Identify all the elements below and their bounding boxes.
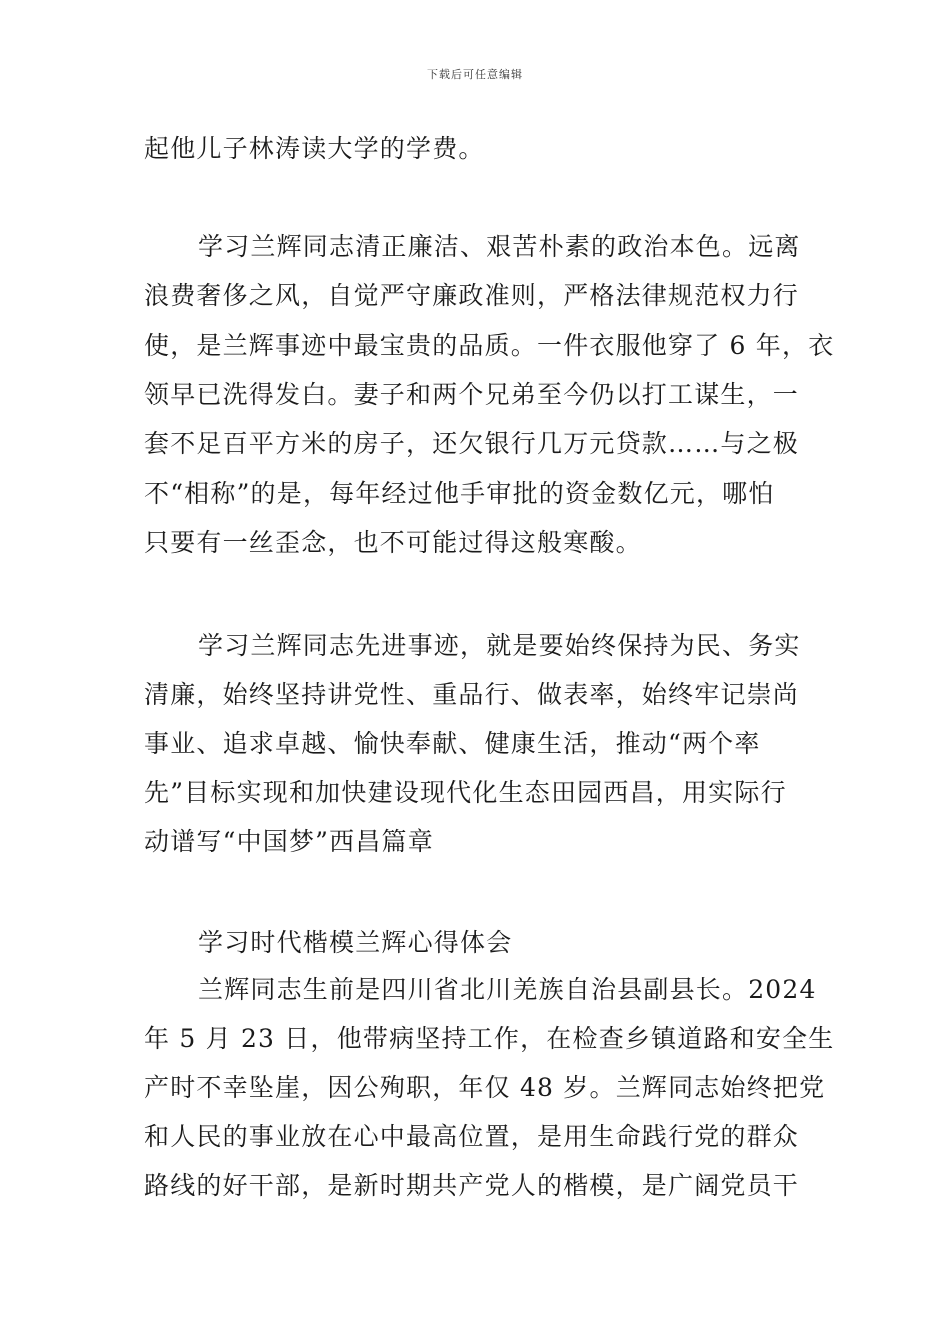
- text-line: 动谱写“中国梦”西昌篇章: [144, 827, 434, 856]
- text-line: 使，是兰辉事迹中最宝贵的品质。一件衣服他穿了 6 年，衣: [144, 331, 835, 360]
- text-line: 套不足百平方米的房子，还欠银行几万元贷款……与之极: [144, 429, 800, 458]
- text-line: 事业、追求卓越、愉快奉献、健康生活，推动“两个率: [144, 729, 761, 758]
- text-line: 产时不幸坠崖，因公殉职，年仅 48 岁。兰辉同志始终把党: [144, 1073, 826, 1102]
- text-line: 先”目标实现和加快建设现代化生态田园西昌，用实际行: [144, 778, 787, 807]
- text-line: 领早已洗得发白。妻子和两个兄弟至今仍以打工谋生，一: [144, 380, 800, 409]
- text-line: 学习兰辉同志清正廉洁、艰苦朴素的政治本色。远离: [198, 232, 801, 261]
- text-line: 年 5 月 23 日，他带病坚持工作，在检查乡镇道路和安全生: [144, 1024, 835, 1053]
- text-line: 和人民的事业放在心中最高位置，是用生命践行党的群众: [144, 1122, 800, 1151]
- text-line: 兰辉同志生前是四川省北川羌族自治县副县长。2024: [198, 975, 817, 1004]
- text-line: 不“相称”的是，每年经过他手审批的资金数亿元，哪怕: [144, 479, 775, 508]
- text-line: 清廉，始终坚持讲党性、重品行、做表率，始终牢记崇尚: [144, 680, 800, 709]
- text-line: 只要有一丝歪念，也不可能过得这般寒酸。: [144, 528, 642, 557]
- section-title: 学习时代楷模兰辉心得体会: [198, 928, 513, 957]
- text-line: 浪费奢侈之风，自觉严守廉政准则，严格法律规范权力行: [144, 281, 800, 310]
- page-header: 下载后可任意编辑: [427, 68, 523, 81]
- text-line: 路线的好干部，是新时期共产党人的楷模，是广阔党员干: [144, 1171, 800, 1200]
- text-line: 起他儿子林涛读大学的学费。: [144, 134, 485, 163]
- text-line: 学习兰辉同志先进事迹，就是要始终保持为民、务实: [198, 631, 801, 660]
